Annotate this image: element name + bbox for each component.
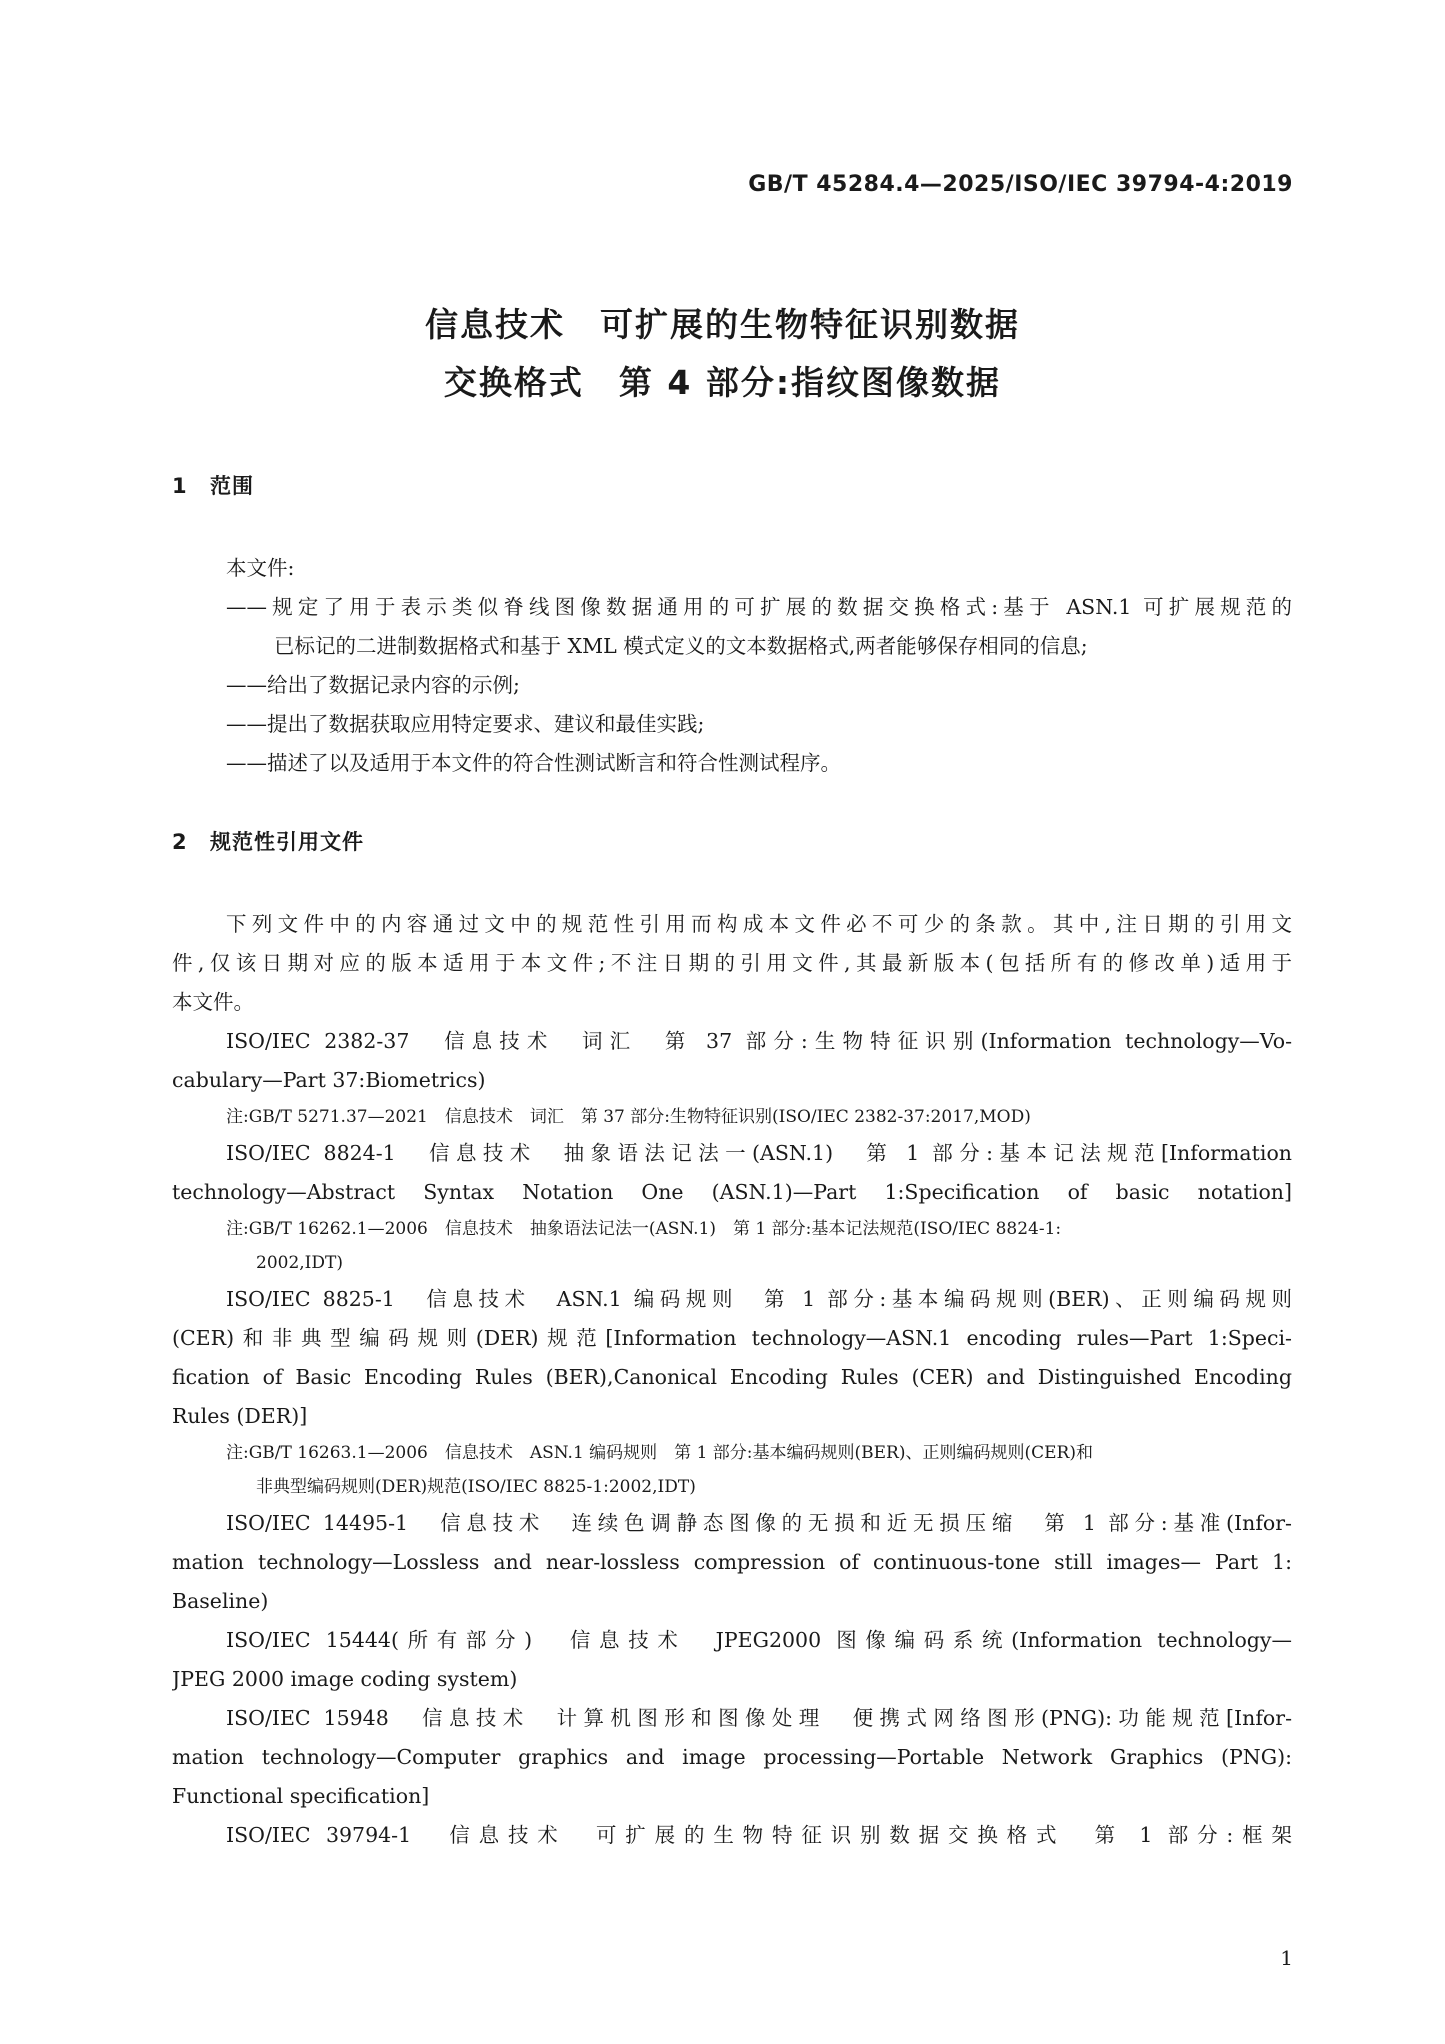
reference-entry-continuation: technology—Abstract Syntax Notation One (ASN.1)—Part 1:Specification of basic notation] bbox=[172, 1180, 1292, 1204]
paragraph-line: 下列文件中的内容通过文中的规范性引用而构成本文件必不可少的条款。其中,注日期的引用文 bbox=[226, 912, 1292, 936]
reference-entry-continuation: (CER)和非典型编码规则(DER)规范[Information technology—ASN.1 encoding rules—Part 1:Speci- bbox=[172, 1326, 1292, 1350]
document-title bbox=[0, 296, 1445, 412]
reference-entry: ISO/IEC 15444(所有部分) 信息技术 JPEG2000 图像编码系统(Information technology— bbox=[226, 1628, 1292, 1652]
title-line-1: 信息技术 可扩展的生物特征识别数据 bbox=[425, 305, 1020, 344]
reference-entry: ISO/IEC 14495-1 信息技术 连续色调静态图像的无损和近无损压缩 第 1 部分:基准(Infor- bbox=[226, 1511, 1292, 1535]
section-number: 2 bbox=[172, 830, 188, 854]
reference-note-continuation: 2002,IDT) bbox=[256, 1253, 343, 1273]
reference-entry: ISO/IEC 8824-1 信息技术 抽象语法记法一(ASN.1) 第 1 部分:基本记法规范[Information bbox=[226, 1141, 1292, 1165]
reference-note-continuation: 非典型编码规则(DER)规范(ISO/IEC 8825-1:2002,IDT) bbox=[256, 1477, 696, 1497]
scope-item: ——提出了数据获取应用特定要求、建议和最佳实践; bbox=[226, 712, 705, 736]
standard-code: GB/T 45284.4—2025/ISO/IEC 39794-4:2019 bbox=[748, 172, 1293, 197]
reference-entry-continuation: Baseline) bbox=[172, 1589, 269, 1613]
reference-entry-continuation: fication of Basic Encoding Rules (BER),Canonical Encoding Rules (CER) and Distinguished Encoding bbox=[172, 1365, 1292, 1389]
reference-entry: ISO/IEC 8825-1 信息技术 ASN.1 编码规则 第 1 部分:基本编码规则(BER)、正则编码规则 bbox=[226, 1287, 1292, 1311]
paragraph-line: 本文件。 bbox=[172, 990, 254, 1014]
reference-entry: ISO/IEC 2382-37 信息技术 词汇 第 37 部分:生物特征识别(Information technology—Vo- bbox=[226, 1029, 1292, 1053]
reference-entry-continuation: cabulary—Part 37:Biometrics) bbox=[172, 1068, 486, 1092]
page-number: 1 bbox=[1280, 1946, 1293, 1970]
section-title: 规范性引用文件 bbox=[210, 830, 364, 854]
section-2-heading bbox=[172, 826, 364, 856]
reference-note: 注:GB/T 16263.1—2006 信息技术 ASN.1 编码规则 第 1 部分:基本编码规则(BER)、正则编码规则(CER)和 bbox=[226, 1443, 1093, 1463]
reference-entry-continuation: mation technology—Lossless and near-lossless compression of continuous-tone still images— Part 1: bbox=[172, 1550, 1292, 1574]
reference-note: 注:GB/T 16262.1—2006 信息技术 抽象语法记法一(ASN.1) 第 1 部分:基本记法规范(ISO/IEC 8824-1: bbox=[226, 1219, 1062, 1239]
section-number: 1 bbox=[172, 474, 188, 498]
scope-item: ——给出了数据记录内容的示例; bbox=[226, 673, 520, 697]
section-title: 范围 bbox=[210, 474, 254, 498]
reference-entry-continuation: JPEG 2000 image coding system) bbox=[172, 1667, 518, 1691]
section-1-heading bbox=[172, 470, 254, 500]
section-2-body bbox=[172, 905, 1292, 1855]
title-line-2: 交换格式 第 4 部分:指纹图像数据 bbox=[443, 363, 1002, 402]
reference-entry: ISO/IEC 39794-1 信息技术 可扩展的生物特征识别数据交换格式 第 1 部分:框架 bbox=[226, 1823, 1292, 1847]
reference-entry-continuation: Functional specification] bbox=[172, 1784, 430, 1808]
scope-item-continuation: 已标记的二进制数据格式和基于 XML 模式定义的文本数据格式,两者能够保存相同的信息; bbox=[274, 634, 1088, 658]
reference-entry-continuation: Rules (DER)] bbox=[172, 1404, 308, 1428]
scope-intro: 本文件: bbox=[226, 556, 295, 580]
scope-item: ——描述了以及适用于本文件的符合性测试断言和符合性测试程序。 bbox=[226, 751, 841, 775]
reference-entry: ISO/IEC 15948 信息技术 计算机图形和图像处理 便携式网络图形(PNG):功能规范[Infor- bbox=[226, 1706, 1292, 1730]
reference-note: 注:GB/T 5271.37—2021 信息技术 词汇 第 37 部分:生物特征识别(ISO/IEC 2382-37:2017,MOD) bbox=[226, 1107, 1031, 1127]
reference-entry-continuation: mation technology—Computer graphics and image processing—Portable Network Graphics (PNG): bbox=[172, 1745, 1292, 1769]
scope-item: ——规定了用于表示类似脊线图像数据通用的可扩展的数据交换格式:基于 ASN.1 可扩展规范的 bbox=[226, 595, 1292, 619]
paragraph-line: 件,仅该日期对应的版本适用于本文件;不注日期的引用文件,其最新版本(包括所有的修改单)适用于 bbox=[172, 951, 1292, 975]
section-1-body bbox=[172, 549, 1292, 783]
